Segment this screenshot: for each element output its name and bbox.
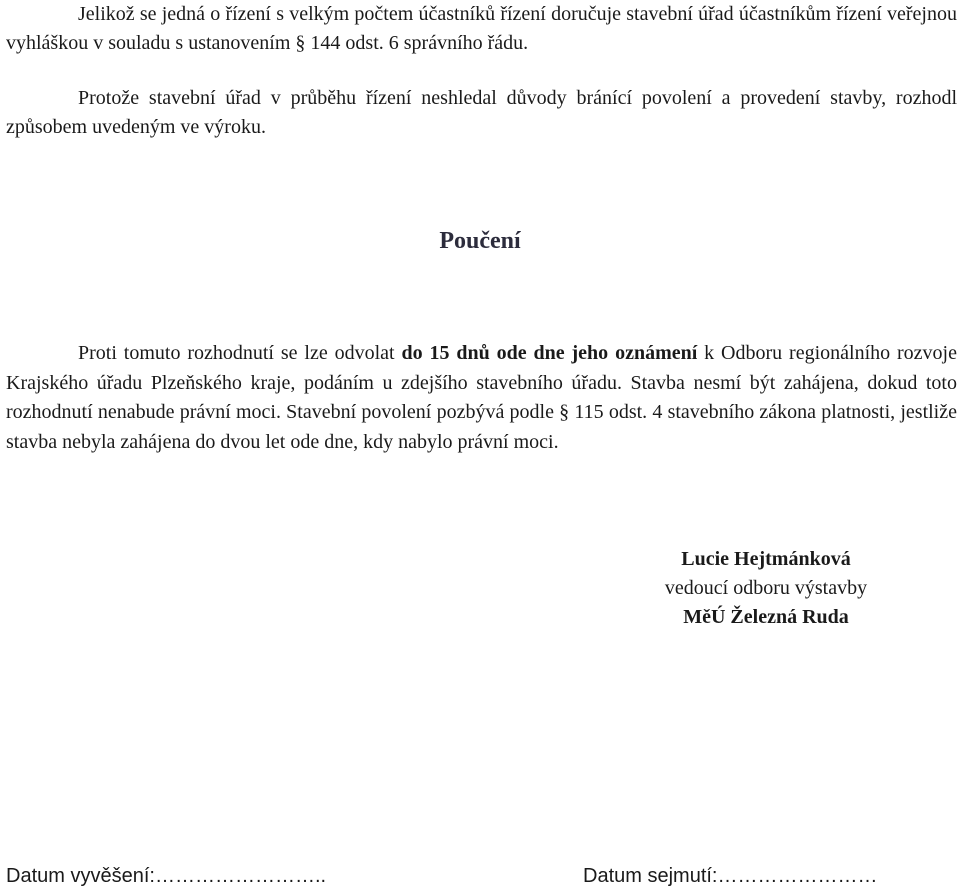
paragraph-delivery-text: Jelikož se jedná o řízení s velkým počtem účastníků řízení doručuje stavební úřad účastníkům řízení veřejnou vyhláškou v souladu s ustanovením § 144 odst. 6 správního řádu. bbox=[6, 3, 957, 54]
signatory-office: MěÚ Železná Ruda bbox=[683, 606, 849, 628]
appeal-deadline: do 15 dnů ode dne jeho oznámení bbox=[401, 342, 698, 364]
paragraph-delivery bbox=[6, 0, 957, 58]
posted-date-field: Datum vyvěšení:…………………….. bbox=[6, 865, 327, 887]
signatory-name: Lucie Hejtmánková bbox=[681, 548, 851, 570]
paragraph-instruction-rest: k Odboru regionálního rozvoje Krajského úřadu Plzeňského kraje, podáním u zdejšího stavebního úřadu. Stavba nesmí být zahájena, dokud toto rozhodnutí nenabude právní moci. Stavební povolení pozbývá podle § 115 odst. 4 stavebního zákona platnosti, jestliže stavba nebyla zahájena do dvou let ode dne, kdy nabylo právní moci. bbox=[6, 342, 957, 453]
paragraph-instruction-lead: Proti tomuto rozhodnutí se lze odvolat bbox=[78, 342, 402, 364]
paragraph-instruction bbox=[6, 339, 957, 457]
removed-date-field: Datum sejmutí:…………………… bbox=[583, 865, 878, 887]
signatory-title: vedoucí odboru výstavby bbox=[664, 577, 868, 599]
signature-block bbox=[600, 545, 932, 632]
section-heading: Poučení bbox=[439, 228, 521, 254]
paragraph-decision-text: Protože stavební úřad v průběhu řízení neshledal důvody bránící povolení a provedení stavby, rozhodl způsobem uvedeným ve výroku. bbox=[6, 87, 957, 138]
paragraph-decision bbox=[6, 84, 957, 142]
